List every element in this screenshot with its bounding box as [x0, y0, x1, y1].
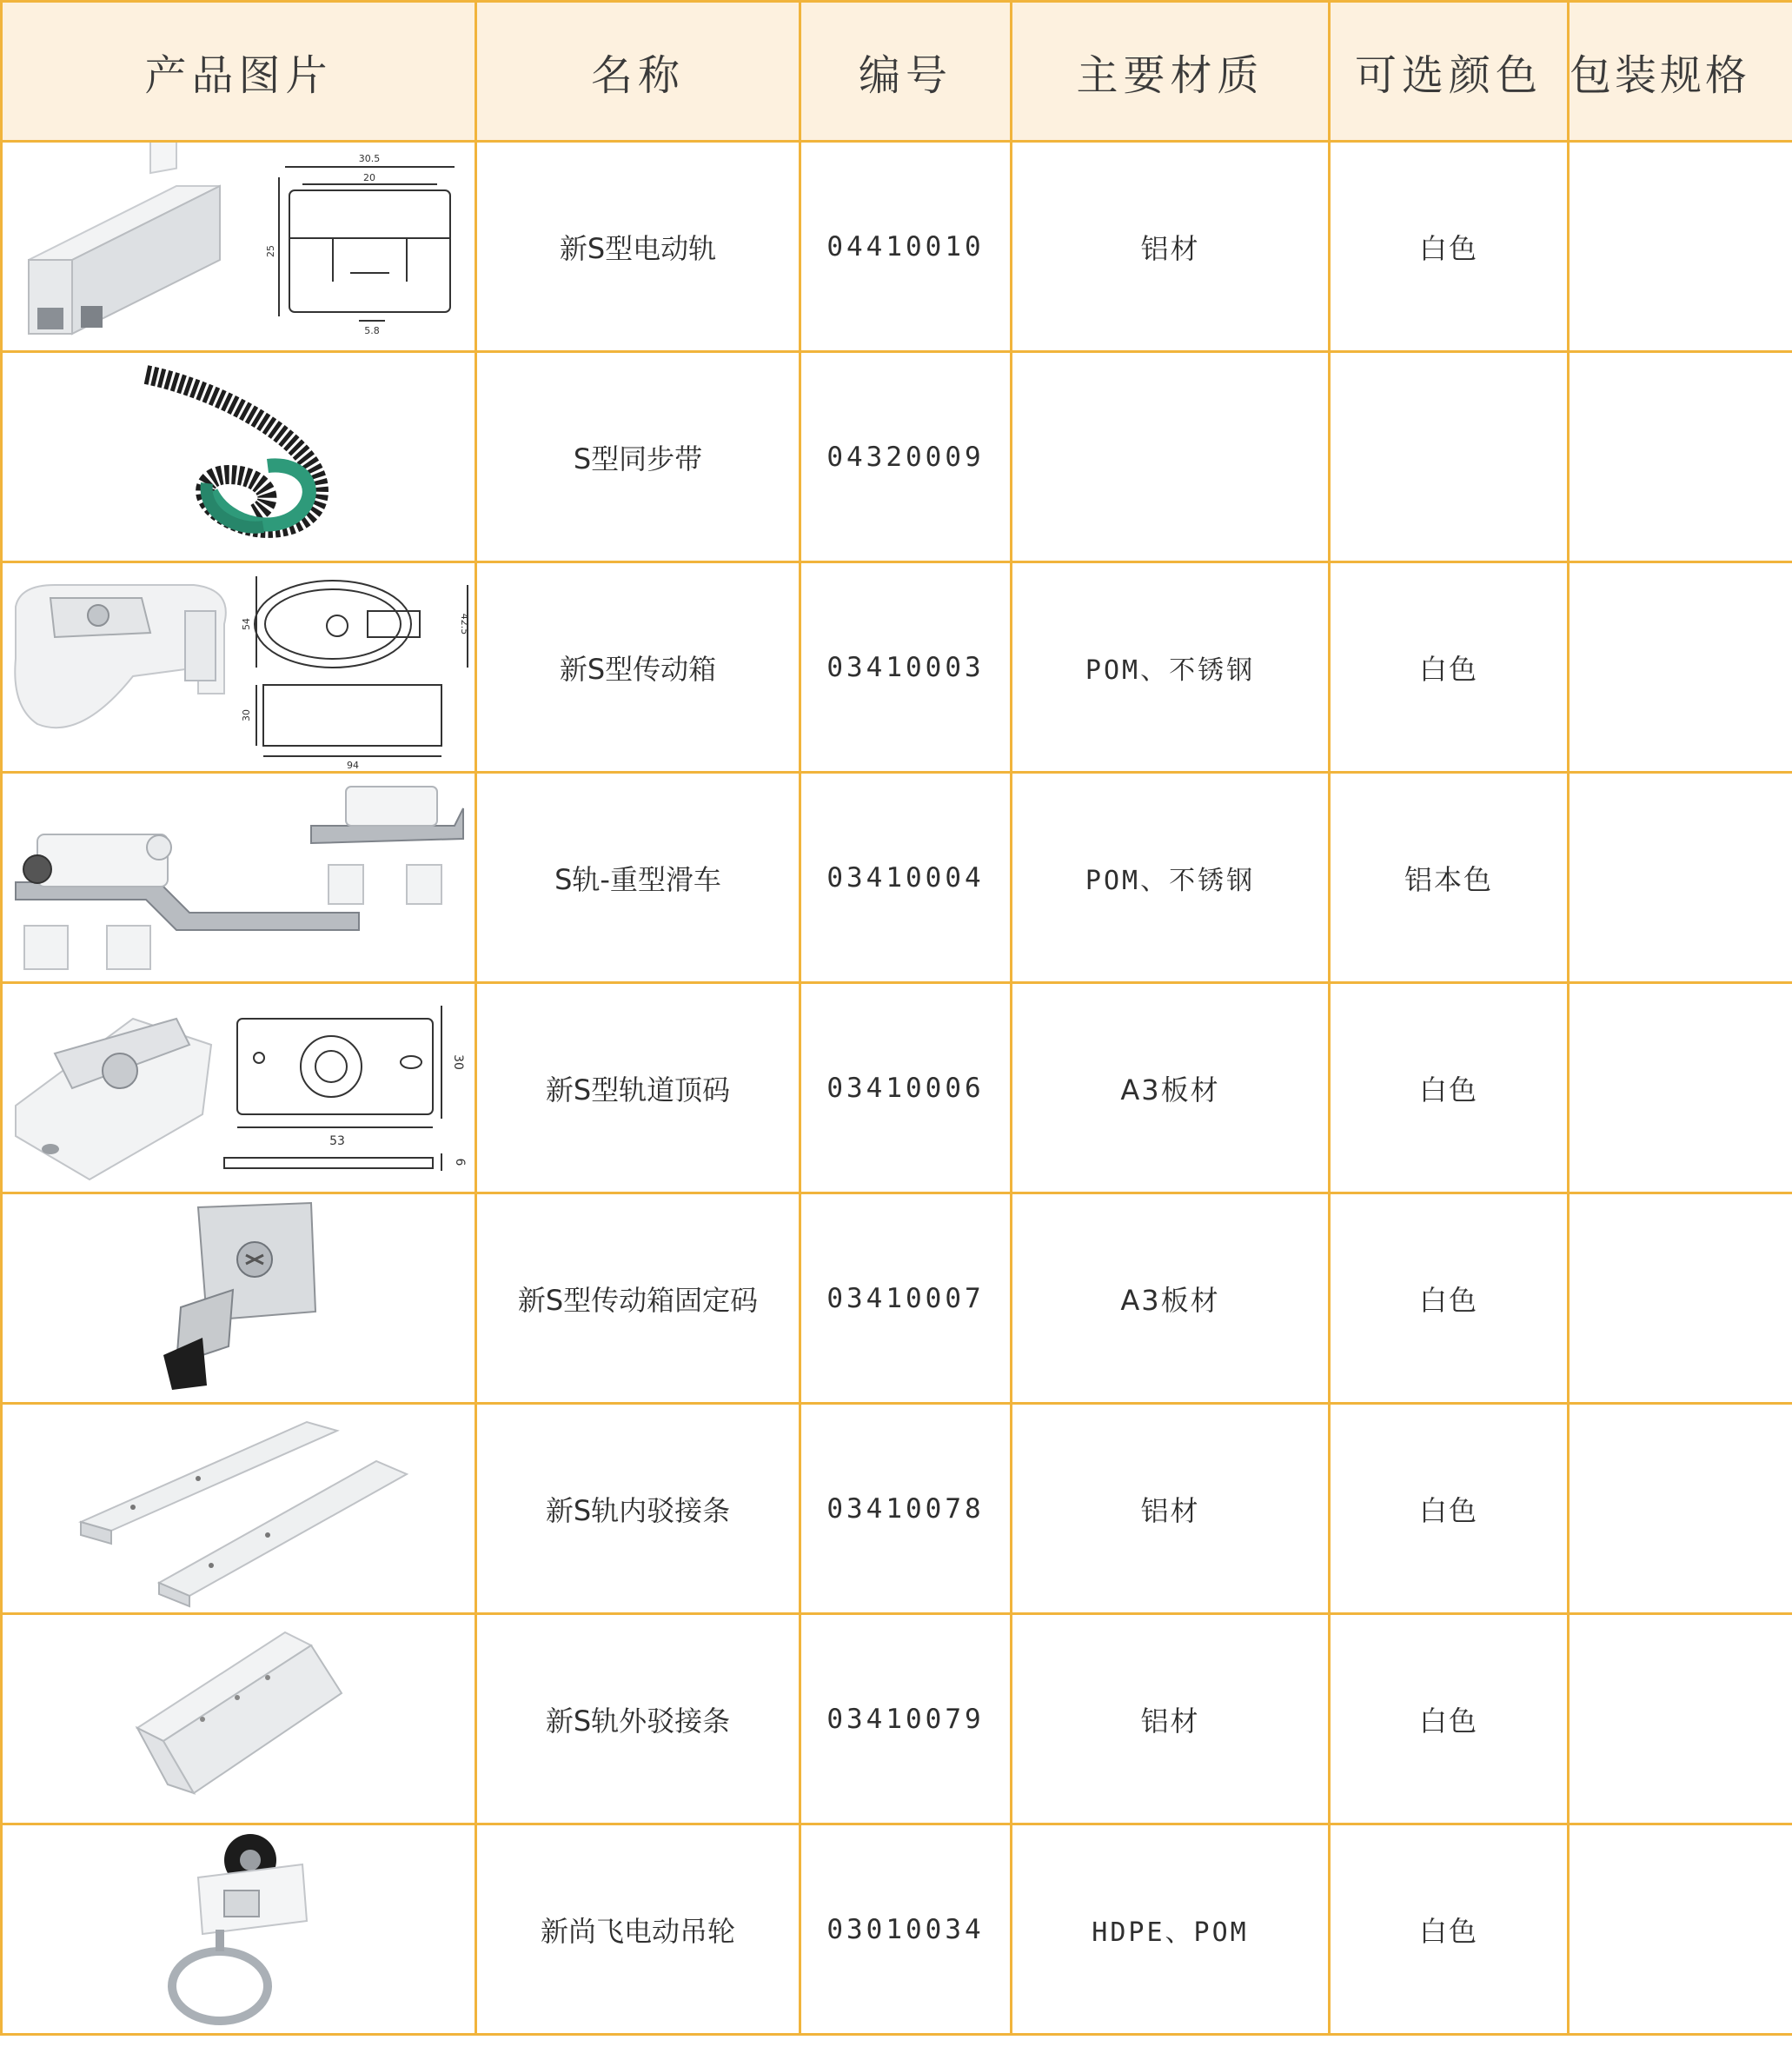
table-row [2, 983, 1792, 1193]
product-image-cell [2, 1404, 476, 1614]
product-image-cell [2, 142, 476, 352]
table-row [2, 142, 1792, 352]
product-name: 新尚飞电动吊轮 [476, 1824, 800, 2035]
product-material: POM、不锈钢 [1012, 562, 1330, 773]
product-material: POM、不锈钢 [1012, 773, 1330, 983]
product-image-cell [2, 1614, 476, 1824]
header-color: 可选颜色 [1330, 2, 1569, 142]
table-row [2, 1193, 1792, 1404]
dim-label: 25 [265, 245, 276, 257]
product-packing [1569, 352, 1792, 562]
dim-label: 20 [363, 172, 375, 183]
product-image-cell [2, 562, 476, 773]
product-color: 白色 [1330, 1193, 1569, 1404]
dim-label: 94 [347, 760, 359, 771]
gearbox-bracket-icon [3, 1194, 472, 1402]
product-color: 白色 [1330, 1404, 1569, 1614]
product-image-cell [2, 983, 476, 1193]
dim-label: 42.5 [459, 613, 470, 635]
dim-label: 30 [241, 709, 252, 721]
product-code: 03410007 [800, 1193, 1012, 1404]
product-color: 白色 [1330, 1614, 1569, 1824]
product-color: 白色 [1330, 562, 1569, 773]
pulley-hook-icon [3, 1825, 472, 2033]
product-material: 铝材 [1012, 1404, 1330, 1614]
dim-label: 54 [241, 618, 252, 630]
product-name: 新S型传动箱 [476, 562, 800, 773]
header-image: 产品图片 [2, 2, 476, 142]
table-row [2, 562, 1792, 773]
product-name: 新S轨内驳接条 [476, 1404, 800, 1614]
product-color: 白色 [1330, 983, 1569, 1193]
product-material: A3板材 [1012, 983, 1330, 1193]
product-packing [1569, 562, 1792, 773]
product-image-cell [2, 773, 476, 983]
inner-connector-icon [3, 1405, 472, 1612]
product-material: 铝材 [1012, 142, 1330, 352]
product-code: 04320009 [800, 352, 1012, 562]
product-color: 白色 [1330, 1824, 1569, 2035]
product-name: 新S型传动箱固定码 [476, 1193, 800, 1404]
heavy-trolley-icon [3, 774, 472, 981]
dim-label: 30 [451, 1054, 465, 1070]
product-image-cell [2, 352, 476, 562]
dim-label: 53 [329, 1134, 345, 1148]
product-code: 03410006 [800, 983, 1012, 1193]
header-material: 主要材质 [1012, 2, 1330, 142]
product-code: 03010034 [800, 1824, 1012, 2035]
dim-label: 30.5 [358, 153, 381, 164]
s-rail-icon [3, 143, 472, 350]
header-row [2, 2, 1792, 142]
product-material: A3板材 [1012, 1193, 1330, 1404]
product-code: 03410003 [800, 562, 1012, 773]
product-name: S型同步带 [476, 352, 800, 562]
product-name: 新S轨外驳接条 [476, 1614, 800, 1824]
product-color [1330, 352, 1569, 562]
product-material: 铝材 [1012, 1614, 1330, 1824]
product-code: 04410010 [800, 142, 1012, 352]
dim-label: 5.8 [364, 325, 380, 336]
product-packing [1569, 1824, 1792, 2035]
product-color: 白色 [1330, 142, 1569, 352]
product-packing [1569, 1193, 1792, 1404]
product-material: HDPE、POM [1012, 1824, 1330, 2035]
table-row [2, 1614, 1792, 1824]
table-row [2, 1824, 1792, 2035]
product-name: S轨-重型滑车 [476, 773, 800, 983]
header-name: 名称 [476, 2, 800, 142]
product-material [1012, 352, 1330, 562]
product-image-cell [2, 1193, 476, 1404]
outer-connector-icon [3, 1615, 472, 1823]
product-code: 03410079 [800, 1614, 1012, 1824]
product-packing [1569, 983, 1792, 1193]
product-packing [1569, 142, 1792, 352]
table-row [2, 1404, 1792, 1614]
product-packing [1569, 1404, 1792, 1614]
product-packing [1569, 773, 1792, 983]
table-row [2, 773, 1792, 983]
gearbox-icon [3, 563, 472, 771]
header-packing: 包装规格 [1569, 2, 1792, 142]
product-code: 03410004 [800, 773, 1012, 983]
product-packing [1569, 1614, 1792, 1824]
timing-belt-icon [3, 353, 472, 561]
product-name: 新S型轨道顶码 [476, 983, 800, 1193]
table-row [2, 352, 1792, 562]
product-name: 新S型电动轨 [476, 142, 800, 352]
product-code: 03410078 [800, 1404, 1012, 1614]
dim-label: 6 [453, 1158, 467, 1166]
product-image-cell [2, 1824, 476, 2035]
header-code: 编号 [800, 2, 1012, 142]
ceiling-clip-icon [3, 984, 472, 1192]
product-color: 铝本色 [1330, 773, 1569, 983]
